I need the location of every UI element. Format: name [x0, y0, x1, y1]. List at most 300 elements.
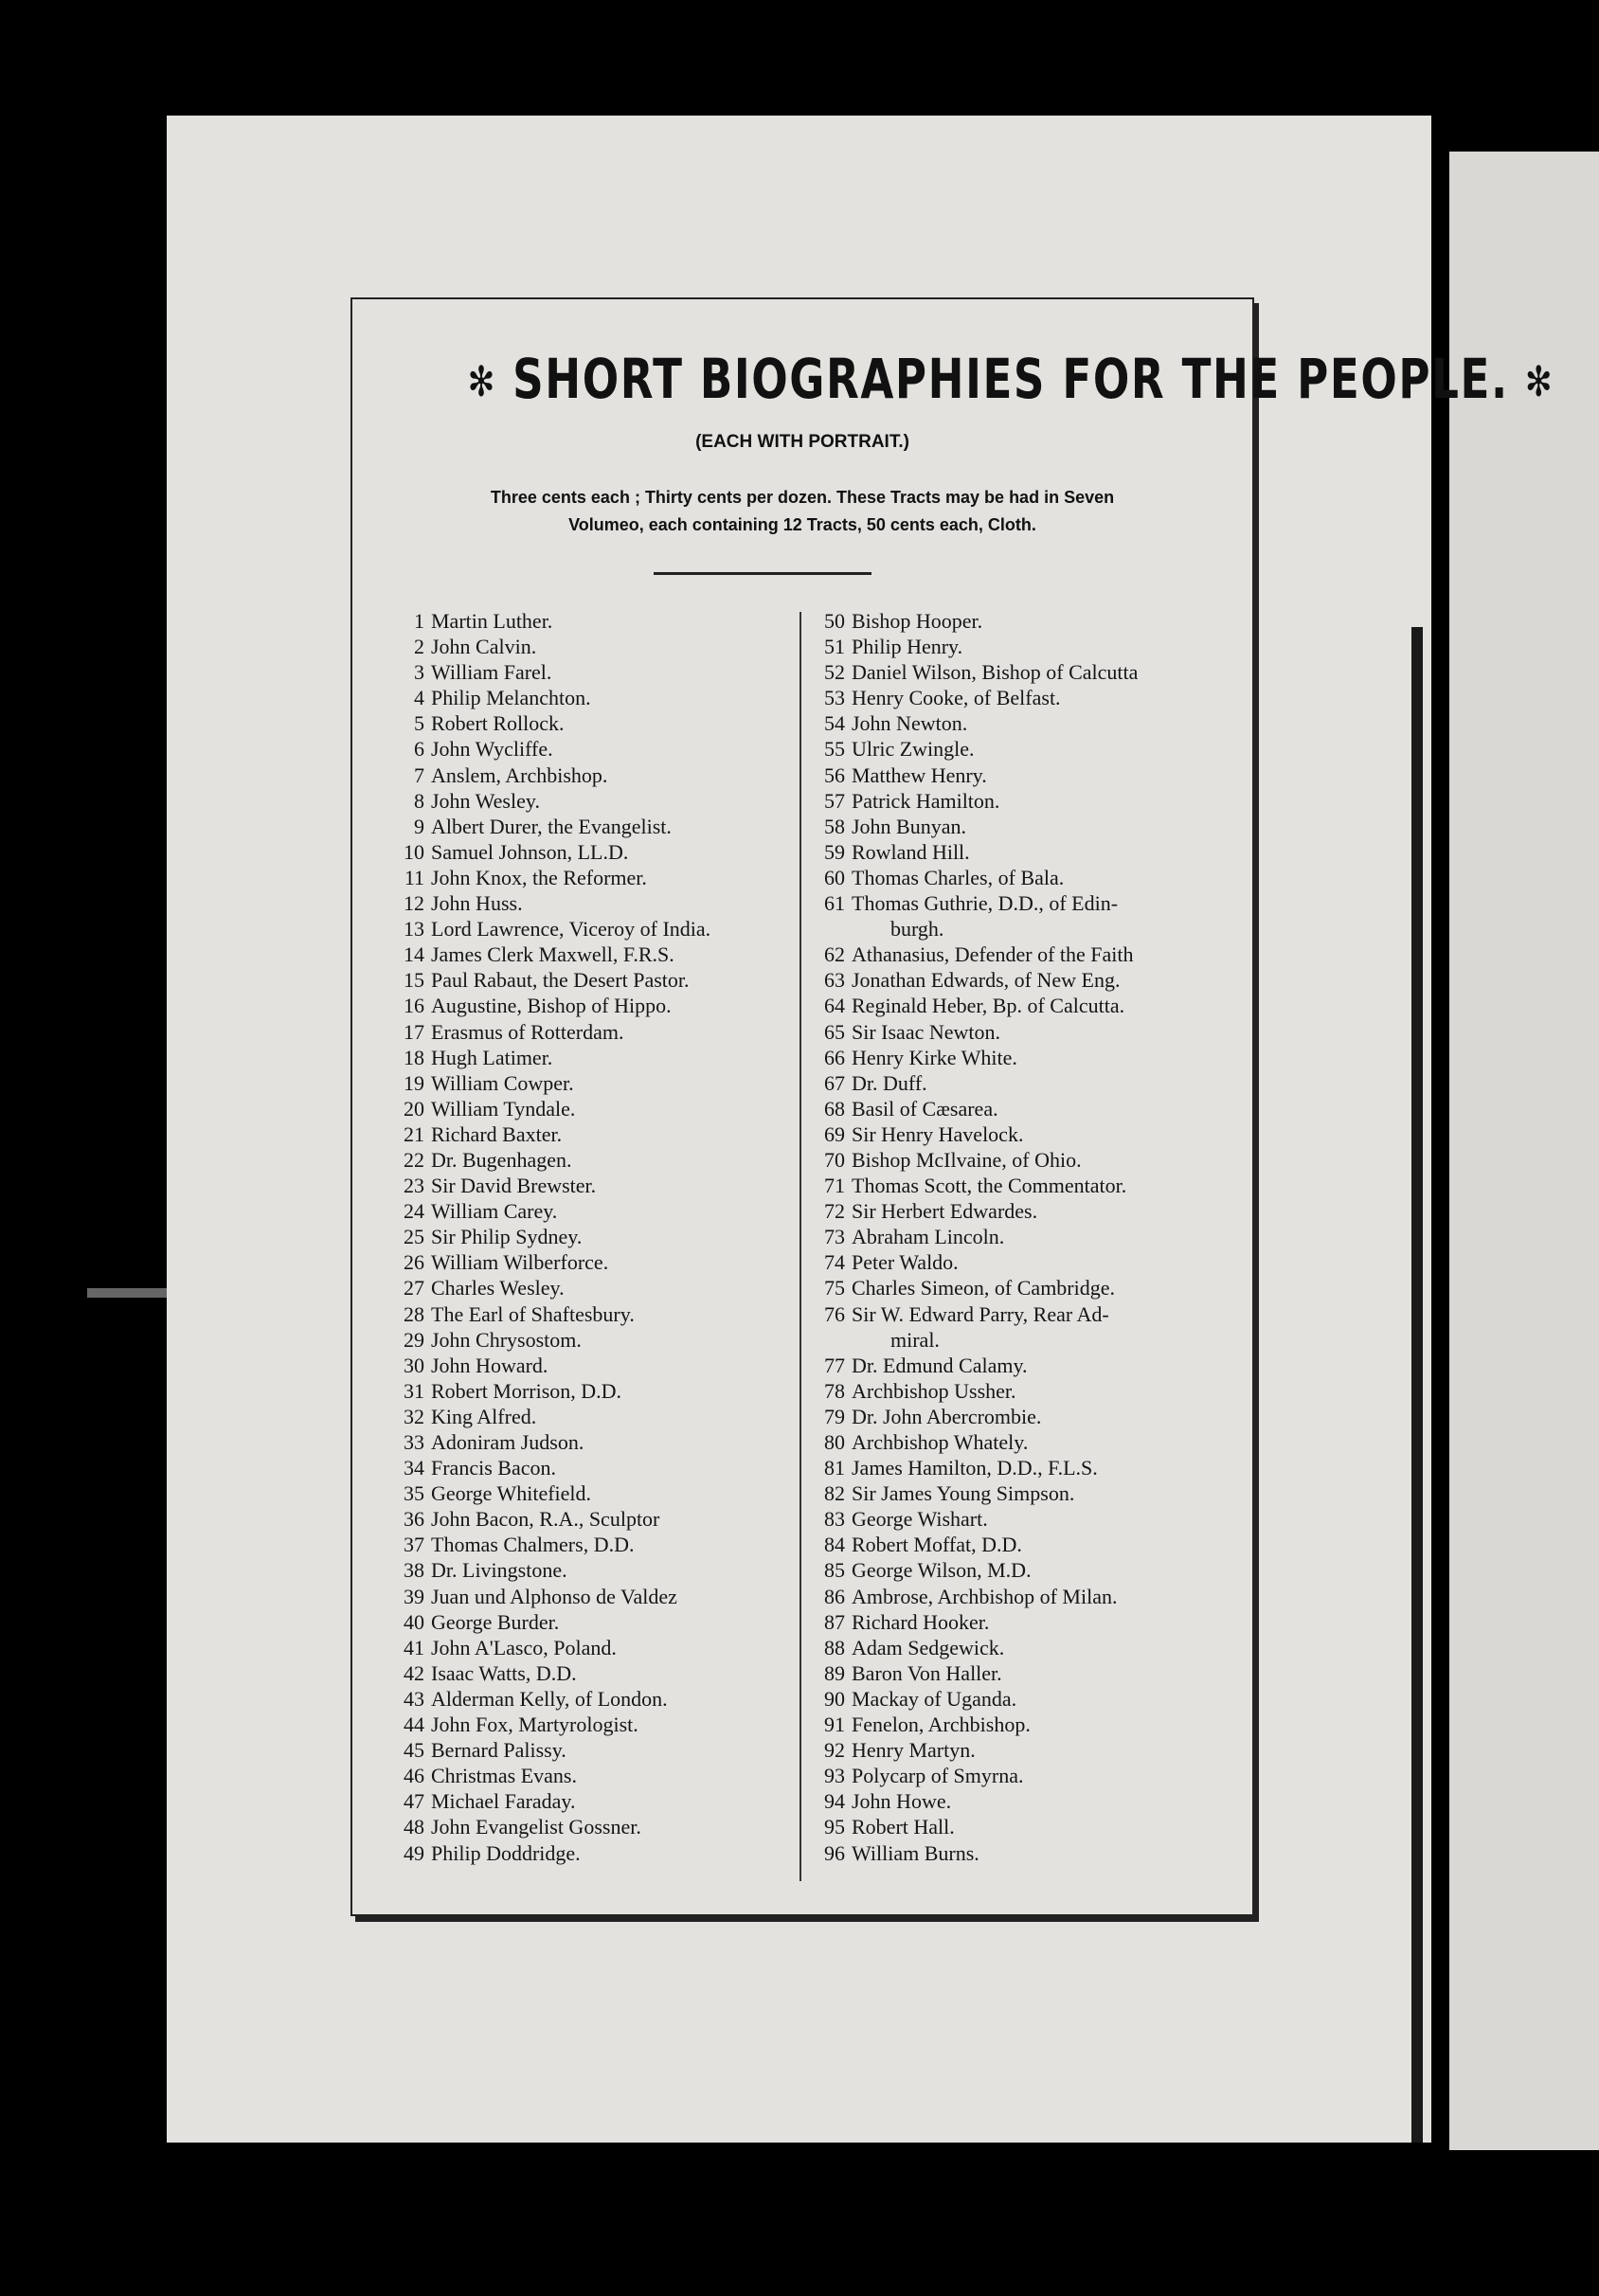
tract-number: 3	[414, 660, 424, 685]
tract-number: 26	[404, 1250, 424, 1275]
list-item	[381, 890, 760, 916]
list-item	[381, 1019, 760, 1045]
tract-number: 85	[824, 1558, 845, 1583]
tract-number: 81	[824, 1456, 845, 1480]
list-item	[807, 634, 1224, 659]
tract-name: Sir Henry Havelock.	[852, 1121, 1024, 1146]
tract-name: Bishop Hooper.	[852, 609, 983, 633]
list-item	[381, 1686, 760, 1712]
tract-name: Michael Faraday.	[431, 1789, 576, 1814]
tract-number: 66	[824, 1045, 845, 1069]
tract-number: 56	[824, 762, 845, 787]
tract-name: William Farel.	[431, 660, 552, 685]
tract-number: 96	[824, 1840, 845, 1865]
tract-number: 87	[824, 1609, 845, 1634]
tract-name: John Wycliffe.	[431, 737, 553, 762]
list-item	[381, 1840, 760, 1866]
tract-number: 10	[404, 839, 424, 864]
tract-name: Dr. Livingstone.	[431, 1558, 567, 1583]
tract-name: Thomas Scott, the Commentator.	[852, 1174, 1127, 1198]
tract-name: Albert Durer, the Evangelist.	[431, 814, 672, 838]
list-item	[381, 659, 760, 685]
facing-page	[1449, 152, 1599, 2150]
column-divider	[800, 612, 801, 1881]
tract-number: 68	[824, 1096, 845, 1121]
description-line-1: Three cents each ; Thirty cents per dozen. These Tracts may be had in Seven	[490, 488, 1115, 507]
tract-number: 24	[404, 1199, 424, 1224]
list-item	[381, 1173, 760, 1198]
tract-name: Ambrose, Archbishop of Milan.	[852, 1584, 1118, 1608]
separator-rule	[654, 572, 871, 575]
tract-name: Adam Sedgewick.	[852, 1635, 1005, 1659]
tract-name: George Whitefield.	[431, 1481, 592, 1506]
tract-name: Bernard Palissy.	[431, 1738, 566, 1763]
list-item	[381, 1455, 760, 1480]
tract-number: 28	[404, 1301, 424, 1326]
tract-name: Henry Martyn.	[852, 1738, 976, 1763]
tract-name: John Wesley.	[431, 788, 540, 813]
list-item	[807, 1378, 1224, 1404]
tract-name: Richard Baxter.	[431, 1121, 563, 1146]
list-item	[807, 1686, 1224, 1712]
tract-name: Polycarp of Smyrna.	[852, 1764, 1024, 1788]
tract-number: 83	[824, 1507, 845, 1532]
asterisk-ornament-right: ✻	[1524, 358, 1554, 407]
tract-name: John Howard.	[431, 1353, 548, 1377]
tract-number: 55	[824, 737, 845, 762]
tract-name: Lord Lawrence, Viceroy of India.	[431, 917, 711, 942]
list-item	[381, 865, 760, 890]
list-item	[381, 814, 760, 839]
tract-number: 92	[824, 1738, 845, 1763]
tract-name: Fenelon, Archbishop.	[852, 1713, 1031, 1737]
tract-name: Robert Moffat, D.D.	[852, 1533, 1022, 1557]
tract-name: Sir Philip Sydney.	[431, 1225, 583, 1249]
tract-name: Sir Isaac Newton.	[852, 1019, 1001, 1044]
tract-number: 14	[404, 942, 424, 967]
tract-name: Bishop McIlvaine, of Ohio.	[852, 1147, 1082, 1172]
list-item	[381, 1429, 760, 1455]
tract-number: 95	[824, 1815, 845, 1839]
tract-number: 67	[824, 1070, 845, 1095]
tract-number: 58	[824, 814, 845, 838]
tract-name: Robert Rollock.	[431, 711, 565, 736]
tract-name: King Alfred.	[431, 1404, 537, 1428]
list-item	[381, 1147, 760, 1173]
list-item	[807, 1173, 1224, 1198]
list-item	[381, 1506, 760, 1532]
tract-name: Baron Von Haller.	[852, 1660, 1002, 1685]
tract-number: 16	[404, 994, 424, 1018]
tract-name: John Calvin.	[431, 635, 537, 659]
tract-name: Patrick Hamilton.	[852, 788, 1000, 813]
tract-name: William Cowper.	[431, 1070, 574, 1095]
tract-name: Augustine, Bishop of Hippo.	[431, 994, 672, 1018]
list-item	[807, 1840, 1224, 1866]
list-item	[381, 1763, 760, 1788]
tract-name: Hugh Latimer.	[431, 1045, 553, 1069]
tract-name: Philip Doddridge.	[431, 1840, 581, 1865]
page-edge-mark	[87, 1288, 172, 1298]
tract-number: 63	[824, 968, 845, 993]
list-item	[381, 1275, 760, 1300]
tract-number: 41	[404, 1635, 424, 1659]
tract-number: 29	[404, 1327, 424, 1352]
list-item	[381, 1045, 760, 1070]
tract-number: 84	[824, 1533, 845, 1557]
tract-name: Martin Luther.	[431, 609, 553, 633]
tract-number: 82	[824, 1481, 845, 1506]
tract-number: 7	[414, 762, 424, 787]
tract-number: 27	[404, 1276, 424, 1300]
tract-number: 17	[404, 1019, 424, 1044]
list-item	[807, 659, 1224, 685]
list-item	[807, 1609, 1224, 1635]
tract-name: Juan und Alphonso de Valdez	[431, 1584, 677, 1608]
tract-number: 15	[404, 968, 424, 993]
tract-name: John Bacon, R.A., Sculptor	[431, 1507, 660, 1532]
tract-name: Archbishop Whately.	[852, 1430, 1029, 1454]
list-item	[381, 1532, 760, 1557]
list-item	[381, 634, 760, 659]
tract-name: Richard Hooker.	[852, 1609, 990, 1634]
tract-number: 93	[824, 1764, 845, 1788]
tract-number: 61	[824, 891, 845, 916]
list-item	[807, 1275, 1224, 1300]
tract-number: 6	[414, 737, 424, 762]
tract-number: 74	[824, 1250, 845, 1275]
list-item	[807, 788, 1224, 814]
tract-name: Philip Henry.	[852, 635, 963, 659]
tract-name: James Clerk Maxwell, F.R.S.	[431, 942, 674, 967]
list-item	[807, 1429, 1224, 1455]
tract-name: Sir David Brewster.	[431, 1174, 597, 1198]
list-item	[807, 993, 1224, 1018]
list-item	[807, 1506, 1224, 1532]
tract-number: 94	[824, 1789, 845, 1814]
list-item	[807, 1301, 1224, 1327]
tract-number: 13	[404, 917, 424, 942]
page-title	[452, 347, 1554, 411]
tract-number: 4	[414, 686, 424, 710]
tract-number: 89	[824, 1660, 845, 1685]
tract-name: John Howe.	[852, 1789, 952, 1814]
tract-number: 65	[824, 1019, 845, 1044]
list-item	[807, 1096, 1224, 1121]
list-item	[381, 993, 760, 1018]
page-fold-shadow	[1411, 627, 1423, 2143]
tract-name: Sir Herbert Edwardes.	[852, 1199, 1038, 1224]
list-item	[807, 1660, 1224, 1686]
tract-list-left	[381, 608, 760, 1866]
tract-number: 5	[414, 711, 424, 736]
tract-name: John Newton.	[852, 711, 968, 736]
tract-number: 54	[824, 711, 845, 736]
tract-list-right	[807, 608, 1224, 1866]
tract-name: Ulric Zwingle.	[852, 737, 975, 762]
tract-name: Charles Wesley.	[431, 1276, 565, 1300]
tract-name: James Hamilton, D.D., F.L.S.	[852, 1456, 1098, 1480]
list-item	[807, 1737, 1224, 1763]
description-line-2: Volumeo, each containing 12 Tracts, 50 cents each, Cloth.	[568, 515, 1036, 534]
tract-number: 31	[404, 1378, 424, 1403]
tract-name: John Fox, Martyrologist.	[431, 1713, 638, 1737]
tract-number: 64	[824, 994, 845, 1018]
pricing-description	[409, 484, 1195, 539]
tract-name: Anslem, Archbishop.	[431, 762, 608, 787]
tract-number: 2	[414, 635, 424, 659]
tract-number: 76	[824, 1301, 845, 1326]
list-item	[381, 967, 760, 993]
list-item	[381, 788, 760, 814]
tract-number: 44	[404, 1713, 424, 1737]
list-item	[807, 736, 1224, 762]
list-item	[807, 1070, 1224, 1096]
tract-number: 59	[824, 839, 845, 864]
tract-number: 62	[824, 942, 845, 967]
tract-number: 71	[824, 1174, 845, 1198]
list-item	[807, 814, 1224, 839]
list-item	[807, 1353, 1224, 1378]
tract-name: Thomas Chalmers, D.D.	[431, 1533, 635, 1557]
tract-name: Henry Kirke White.	[852, 1045, 1017, 1069]
tract-number: 46	[404, 1764, 424, 1788]
list-item	[381, 608, 760, 634]
tract-number: 37	[404, 1533, 424, 1557]
tract-name: Dr. Bugenhagen.	[431, 1147, 572, 1172]
tract-number: 32	[404, 1404, 424, 1428]
list-item	[807, 890, 1224, 916]
tract-name: Rowland Hill.	[852, 839, 970, 864]
tract-number: 60	[824, 865, 845, 889]
tract-name: Sir James Young Simpson.	[852, 1481, 1075, 1506]
list-item	[807, 1045, 1224, 1070]
tract-name: George Burder.	[431, 1609, 560, 1634]
subtitle: (EACH WITH PORTRAIT.)	[695, 432, 909, 452]
tract-number: 72	[824, 1199, 845, 1224]
tract-number: 36	[404, 1507, 424, 1532]
tract-name: Robert Morrison, D.D.	[431, 1378, 622, 1403]
tract-number: 70	[824, 1147, 845, 1172]
tract-number: 77	[824, 1353, 845, 1377]
tract-name: Basil of Cæsarea.	[852, 1096, 998, 1121]
tract-name: Dr. John Abercrombie.	[852, 1404, 1042, 1428]
list-item	[381, 1327, 760, 1353]
tract-name: Alderman Kelly, of London.	[431, 1686, 668, 1711]
list-item	[381, 916, 760, 942]
tract-name: Erasmus of Rotterdam.	[431, 1019, 624, 1044]
tract-name: William Burns.	[852, 1840, 979, 1865]
tract-number: 45	[404, 1738, 424, 1763]
tract-name: Francis Bacon.	[431, 1456, 556, 1480]
tract-name: Daniel Wilson, Bishop of Calcutta	[852, 660, 1139, 685]
list-item	[381, 1635, 760, 1660]
list-item	[807, 1557, 1224, 1583]
tract-name: Mackay of Uganda.	[852, 1686, 1017, 1711]
list-item	[381, 1788, 760, 1814]
tract-number: 43	[404, 1686, 424, 1711]
tract-name: The Earl of Shaftesbury.	[431, 1301, 635, 1326]
list-item	[807, 967, 1224, 993]
tract-name: William Tyndale.	[431, 1096, 576, 1121]
list-item	[807, 762, 1224, 788]
tract-name: John Chrysostom.	[431, 1327, 582, 1352]
list-item	[807, 1814, 1224, 1839]
tract-number: 42	[404, 1660, 424, 1685]
advertisement-frame	[350, 297, 1554, 1916]
tract-number: 33	[404, 1430, 424, 1454]
list-item	[807, 1019, 1224, 1045]
tract-number: 9	[414, 814, 424, 838]
list-item	[381, 1070, 760, 1096]
tract-number: 47	[404, 1789, 424, 1814]
tract-name: Archbishop Ussher.	[852, 1378, 1016, 1403]
tract-name: Isaac Watts, D.D.	[431, 1660, 577, 1685]
list-item	[807, 1224, 1224, 1249]
tract-name: John Huss.	[431, 891, 523, 916]
list-item	[807, 1532, 1224, 1557]
list-item	[807, 1121, 1224, 1147]
tract-name: Charles Simeon, of Cambridge.	[852, 1276, 1116, 1300]
tract-name: John Bunyan.	[852, 814, 966, 838]
tract-name: George Wilson, M.D.	[852, 1558, 1032, 1583]
tract-number: 48	[404, 1815, 424, 1839]
tract-number: 39	[404, 1584, 424, 1608]
title-text: SHORT BIOGRAPHIES FOR THE PEOPLE.	[512, 347, 1509, 411]
list-item	[381, 1096, 760, 1121]
tract-name: John Knox, the Reformer.	[431, 865, 647, 889]
tract-name: Athanasius, Defender of the Faith	[852, 942, 1134, 967]
tract-name: Jonathan Edwards, of New Eng.	[852, 968, 1121, 993]
tract-number: 11	[404, 865, 424, 889]
tract-name: Henry Cooke, of Belfast.	[852, 686, 1061, 710]
list-item	[807, 1763, 1224, 1788]
tract-number: 21	[404, 1121, 424, 1146]
list-item	[807, 942, 1224, 967]
list-item	[381, 1712, 760, 1737]
tract-number: 50	[824, 609, 845, 633]
tract-number: 52	[824, 660, 845, 685]
tract-name-continuation: burgh.	[890, 917, 944, 942]
tract-number: 90	[824, 1686, 845, 1711]
list-item	[807, 1480, 1224, 1506]
list-item	[381, 1121, 760, 1147]
tract-number: 40	[404, 1609, 424, 1634]
tract-number: 19	[404, 1070, 424, 1095]
list-item	[381, 1584, 760, 1609]
tract-name: Thomas Guthrie, D.D., of Edin-	[852, 891, 1119, 916]
tract-number: 91	[824, 1713, 845, 1737]
list-item	[381, 1404, 760, 1429]
list-item	[381, 1301, 760, 1327]
tract-name: Philip Melanchton.	[431, 686, 591, 710]
list-item	[807, 1198, 1224, 1224]
tract-number: 69	[824, 1121, 845, 1146]
list-item	[381, 1660, 760, 1686]
list-item	[381, 1198, 760, 1224]
tract-name-continuation: miral.	[890, 1327, 940, 1352]
list-item	[807, 1584, 1224, 1609]
list-item	[381, 762, 760, 788]
tract-number: 79	[824, 1404, 845, 1428]
list-item	[381, 1353, 760, 1378]
tract-name: Dr. Edmund Calamy.	[852, 1353, 1028, 1377]
tract-number: 80	[824, 1430, 845, 1454]
tract-number: 25	[404, 1225, 424, 1249]
tract-number: 51	[824, 635, 845, 659]
list-item	[381, 1557, 760, 1583]
list-item	[381, 839, 760, 865]
tract-name: John Evangelist Gossner.	[431, 1815, 641, 1839]
tract-name: Robert Hall.	[852, 1815, 955, 1839]
list-item	[807, 839, 1224, 865]
tract-number: 78	[824, 1378, 845, 1403]
list-item	[807, 1635, 1224, 1660]
tract-name: John A'Lasco, Poland.	[431, 1635, 617, 1659]
tract-name: Paul Rabaut, the Desert Pastor.	[431, 968, 690, 993]
list-item	[381, 685, 760, 710]
tract-name: Reginald Heber, Bp. of Calcutta.	[852, 994, 1125, 1018]
list-item	[807, 1147, 1224, 1173]
tract-number: 8	[414, 788, 424, 813]
list-item	[807, 685, 1224, 710]
tract-name: Abraham Lincoln.	[852, 1225, 1005, 1249]
list-item	[381, 1249, 760, 1275]
tract-number: 49	[404, 1840, 424, 1865]
tract-name: Adoniram Judson.	[431, 1430, 584, 1454]
list-item	[807, 1455, 1224, 1480]
tract-name: Dr. Duff.	[852, 1070, 927, 1095]
tract-number: 88	[824, 1635, 845, 1659]
tract-name: George Wishart.	[852, 1507, 988, 1532]
list-item	[807, 608, 1224, 634]
tract-name: Samuel Johnson, LL.D.	[431, 839, 629, 864]
asterisk-ornament-left: ✻	[467, 358, 496, 407]
tract-number: 75	[824, 1276, 845, 1300]
tract-number: 22	[404, 1147, 424, 1172]
tract-name: Peter Waldo.	[852, 1250, 959, 1275]
tract-number: 18	[404, 1045, 424, 1069]
list-item	[807, 1404, 1224, 1429]
list-item	[381, 710, 760, 736]
tract-number: 86	[824, 1584, 845, 1608]
list-item	[381, 1737, 760, 1763]
list-item	[381, 736, 760, 762]
tract-name: William Carey.	[431, 1199, 558, 1224]
tract-number: 12	[404, 891, 424, 916]
tract-number: 73	[824, 1225, 845, 1249]
tract-number: 1	[414, 609, 424, 633]
list-item	[381, 1480, 760, 1506]
list-item	[381, 1814, 760, 1839]
tract-name: Sir W. Edward Parry, Rear Ad-	[852, 1301, 1109, 1326]
tract-number: 34	[404, 1456, 424, 1480]
list-item	[381, 1609, 760, 1635]
list-item	[381, 1378, 760, 1404]
list-item	[807, 865, 1224, 890]
tract-number: 23	[404, 1174, 424, 1198]
list-item	[807, 1249, 1224, 1275]
tract-name: William Wilberforce.	[431, 1250, 609, 1275]
tract-number: 20	[404, 1096, 424, 1121]
tract-name: Matthew Henry.	[852, 762, 987, 787]
tract-number: 35	[404, 1481, 424, 1506]
tract-number: 57	[824, 788, 845, 813]
list-item	[381, 1224, 760, 1249]
list-item	[807, 1788, 1224, 1814]
tract-name: Thomas Charles, of Bala.	[852, 865, 1065, 889]
list-item	[807, 1712, 1224, 1737]
